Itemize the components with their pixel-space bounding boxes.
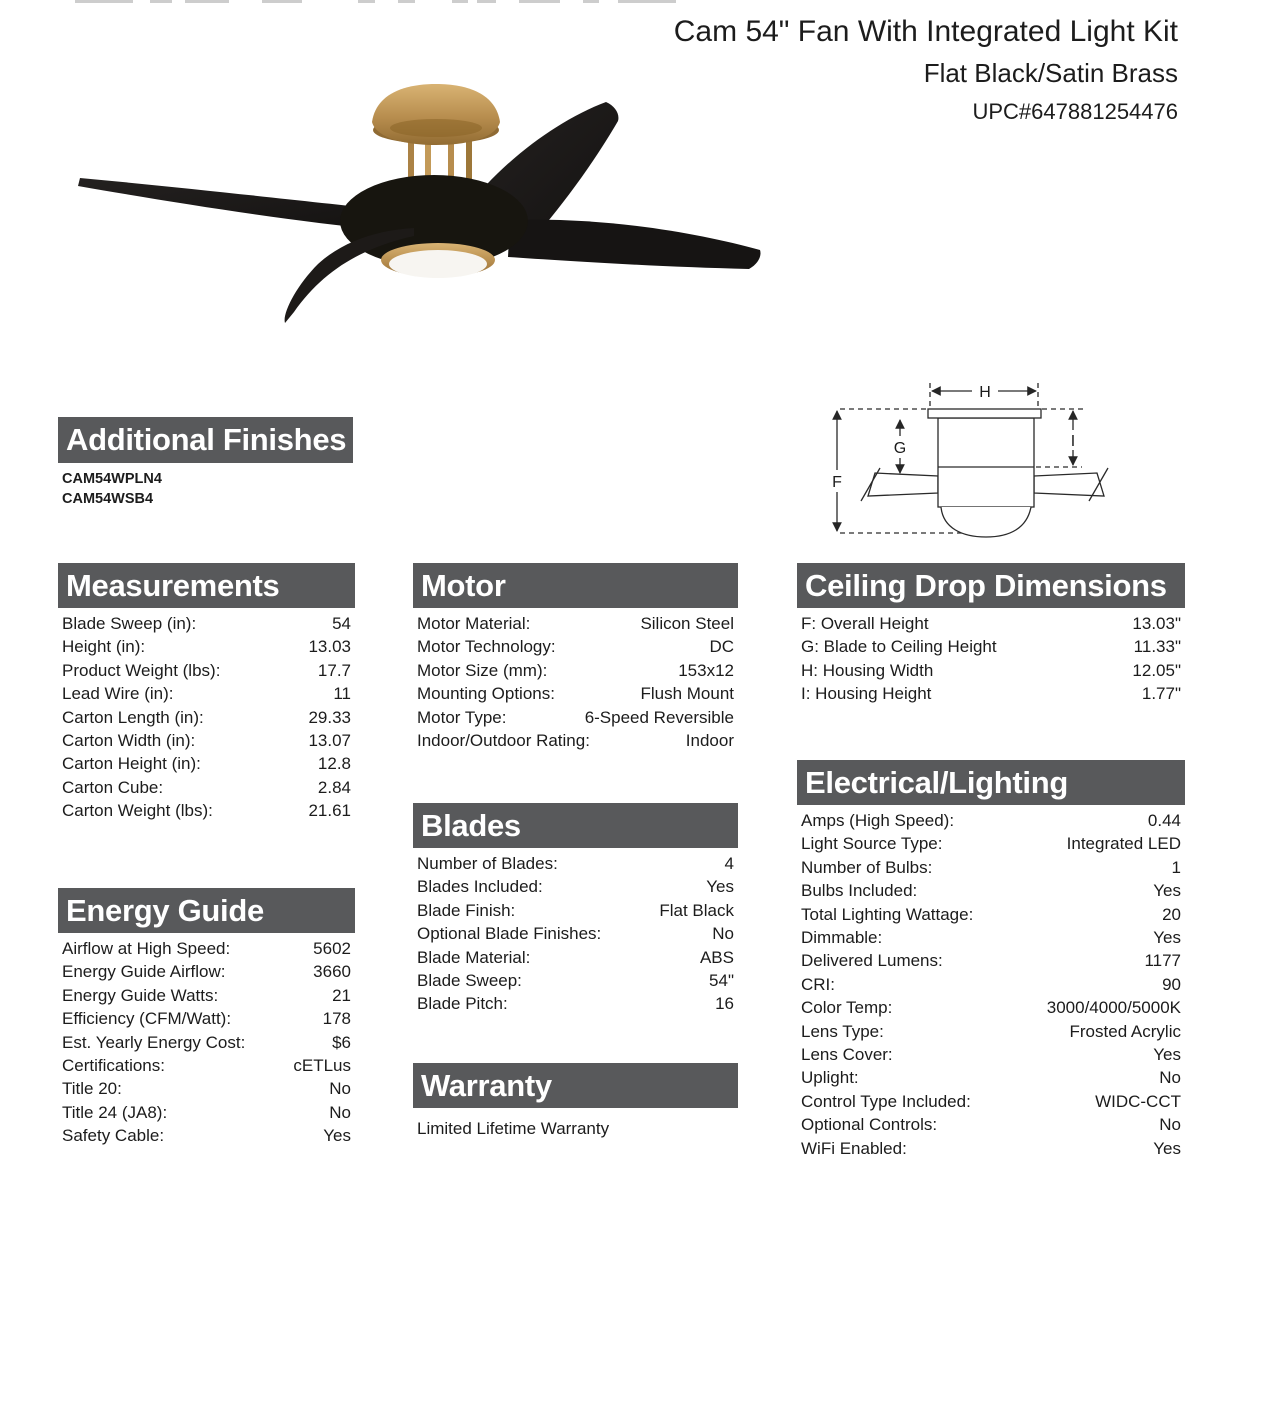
spec-row (58, 635, 355, 658)
spec-value: 20 (1162, 904, 1181, 924)
diagram-label-h: H (979, 384, 991, 401)
spec-row (797, 1113, 1185, 1136)
spec-value: 1 (1171, 857, 1181, 877)
spec-row (58, 937, 355, 960)
diagram-label-f: F (832, 474, 842, 491)
spec-label: Blade Pitch: (417, 994, 508, 1014)
spec-label: Energy Guide Airflow: (62, 962, 226, 982)
spec-label: Carton Width (in): (62, 731, 196, 751)
spec-label: Control Type Included: (801, 1091, 971, 1111)
spec-row (797, 926, 1185, 949)
spec-value: 12.8 (317, 754, 351, 774)
spec-value: 11.33" (1133, 637, 1181, 657)
section-measurements (58, 563, 355, 823)
spec-value: 1177 (1144, 951, 1181, 971)
spec-label: Carton Height (in): (62, 754, 201, 774)
spec-row (797, 809, 1185, 832)
spec-label: Delivered Lumens: (801, 951, 943, 971)
spec-label: Energy Guide Watts: (62, 985, 219, 1005)
section-header: Measurements (58, 563, 355, 608)
spec-row (797, 659, 1185, 682)
finish-code: CAM54WPLN4 (62, 471, 162, 487)
spec-value: No (329, 1102, 351, 1122)
spec-row (413, 992, 738, 1015)
spec-label: Lens Cover: (801, 1045, 893, 1065)
spec-value: 12.05" (1132, 660, 1181, 680)
section-header: Energy Guide (58, 888, 355, 933)
spec-row (413, 706, 738, 729)
spec-value: 6-Speed Reversible (584, 707, 734, 727)
spec-rows (797, 809, 1185, 1160)
spec-row (58, 1101, 355, 1124)
spec-value: 54 (332, 614, 351, 633)
spec-label: Product Weight (lbs): (62, 660, 221, 680)
section-motor (413, 563, 738, 752)
spec-label: H: Housing Width (801, 660, 934, 680)
spec-value: 21 (332, 985, 351, 1005)
spec-value: Indoor (685, 731, 734, 751)
spec-label: Carton Weight (lbs): (62, 801, 213, 821)
spec-value: 0.44 (1147, 811, 1181, 830)
warranty-text: Limited Lifetime Warranty (417, 1119, 610, 1138)
spec-row (797, 903, 1185, 926)
spec-value: 54" (709, 971, 734, 991)
spec-label: Light Source Type: (801, 834, 943, 854)
spec-value: No (329, 1079, 351, 1099)
spec-row (413, 729, 738, 752)
ceiling-fan-illustration (60, 60, 820, 380)
spec-value: 3000/4000/5000K (1046, 998, 1181, 1018)
spec-label: Total Lighting Wattage: (801, 904, 974, 924)
spec-row (58, 960, 355, 983)
spec-row (58, 776, 355, 799)
spec-rows (413, 852, 738, 1016)
spec-label: Dimmable: (801, 928, 883, 948)
spec-value: Silicon Steel (640, 614, 734, 633)
spec-value: 178 (322, 1009, 351, 1029)
spec-label: Number of Blades: (417, 854, 558, 873)
spec-row (797, 832, 1185, 855)
spec-rows (797, 612, 1185, 706)
spec-label: Bulbs Included: (801, 881, 918, 901)
spec-label: Number of Bulbs: (801, 857, 933, 877)
spec-label: Optional Controls: (801, 1115, 938, 1135)
spec-value: 1.77" (1141, 684, 1181, 704)
spec-label: Blade Sweep (in): (62, 614, 197, 633)
spec-value: $6 (332, 1032, 351, 1052)
spec-rows (58, 937, 355, 1148)
spec-row (797, 879, 1185, 902)
spec-row (58, 612, 355, 635)
spec-value: Yes (1153, 1138, 1181, 1158)
spec-row (413, 899, 738, 922)
spec-label: Carton Length (in): (62, 707, 204, 727)
section-additional-finishes (58, 417, 353, 509)
spec-value: 2.84 (317, 777, 351, 797)
spec-label: Motor Size (mm): (417, 660, 548, 680)
product-upc: UPC#647881254476 (972, 99, 1178, 124)
spec-value: 17.7 (317, 660, 351, 680)
spec-row (797, 1020, 1185, 1043)
spec-label: Safety Cable: (62, 1126, 165, 1146)
spec-value: 13.07 (308, 731, 351, 751)
spec-row (58, 984, 355, 1007)
spec-row (58, 799, 355, 822)
spec-value: 5602 (313, 939, 351, 958)
spec-label: Motor Material: (417, 614, 531, 633)
section-energy-guide (58, 888, 355, 1148)
section-header: Additional Finishes (58, 417, 353, 463)
spec-label: Mounting Options: (417, 684, 555, 704)
spec-row (797, 1066, 1185, 1089)
spec-row (58, 1031, 355, 1054)
section-blades (413, 803, 738, 1016)
ceiling-drop-diagram (820, 372, 1130, 562)
spec-row (797, 856, 1185, 879)
spec-value: 3660 (313, 962, 351, 982)
spec-row (58, 729, 355, 752)
spec-value: 11 (333, 684, 351, 704)
spec-value: WIDC-CCT (1095, 1091, 1181, 1111)
spec-value: Yes (706, 877, 734, 897)
spec-value: DC (709, 637, 734, 657)
spec-value: 153x12 (678, 660, 734, 680)
product-finish: Flat Black/Satin Brass (923, 58, 1178, 88)
spec-value: Flush Mount (640, 684, 734, 704)
spec-value: 90 (1162, 974, 1181, 994)
spec-label: Amps (High Speed): (801, 811, 955, 830)
spec-label: Blade Material: (417, 947, 531, 967)
spec-label: Indoor/Outdoor Rating: (417, 731, 590, 751)
spec-value: Yes (323, 1126, 351, 1146)
spec-row (413, 635, 738, 658)
spec-row (797, 1090, 1185, 1113)
spec-label: Lead Wire (in): (62, 684, 174, 704)
spec-row (413, 969, 738, 992)
spec-value: No (1159, 1068, 1181, 1088)
spec-label: Title 20: (62, 1079, 122, 1099)
spec-value: No (1159, 1115, 1181, 1135)
spec-row (58, 752, 355, 775)
diagram-label-i: I (1070, 433, 1076, 450)
spec-value: cETLus (293, 1056, 351, 1076)
spec-label: Motor Type: (417, 707, 507, 727)
spec-row (413, 682, 738, 705)
spec-label: CRI: (801, 974, 835, 994)
section-header: Motor (413, 563, 738, 608)
spec-value: No (712, 924, 734, 944)
spec-label: Est. Yearly Energy Cost: (62, 1032, 246, 1052)
spec-row (797, 996, 1185, 1019)
spec-row (797, 1043, 1185, 1066)
fan-blade-right (508, 220, 761, 269)
spec-row (58, 1007, 355, 1030)
section-warranty (413, 1063, 738, 1140)
spec-row (413, 612, 738, 635)
spec-value: Frosted Acrylic (1069, 1021, 1181, 1041)
spec-label: Airflow at High Speed: (62, 939, 231, 958)
spec-label: F: Overall Height (801, 614, 929, 633)
spec-row (413, 875, 738, 898)
spec-value: Integrated LED (1066, 834, 1181, 854)
spec-value: ABS (699, 947, 734, 967)
spec-row (413, 659, 738, 682)
spec-row (797, 682, 1185, 705)
spec-row (58, 659, 355, 682)
spec-row (58, 1077, 355, 1100)
spec-row (797, 949, 1185, 972)
spec-rows (58, 612, 355, 823)
spec-row (58, 706, 355, 729)
diagram-label-g: G (893, 440, 907, 457)
spec-row (58, 1124, 355, 1147)
spec-value: 13.03 (308, 637, 351, 657)
section-header: Warranty (413, 1063, 738, 1108)
spec-label: Color Temp: (801, 998, 893, 1018)
spec-value: Yes (1153, 1045, 1181, 1065)
product-title: Cam 54" Fan With Integrated Light Kit (673, 15, 1178, 48)
spec-row (413, 852, 738, 875)
spec-value: Flat Black (659, 900, 734, 920)
spec-label: Blades Included: (417, 877, 543, 897)
section-header: Electrical/Lighting (797, 760, 1185, 805)
spec-row (797, 1137, 1185, 1160)
spec-label: Efficiency (CFM/Watt): (62, 1009, 232, 1029)
spec-row (797, 635, 1185, 658)
spec-label: Blade Finish: (417, 900, 516, 920)
section-header: Blades (413, 803, 738, 848)
section-header: Ceiling Drop Dimensions (797, 563, 1185, 608)
spec-value: Yes (1153, 881, 1181, 901)
spec-row (413, 922, 738, 945)
spec-label: Optional Blade Finishes: (417, 924, 602, 944)
spec-row (58, 682, 355, 705)
spec-label: Lens Type: (801, 1021, 884, 1041)
spec-label: Carton Cube: (62, 777, 164, 797)
spec-value: Yes (1153, 928, 1181, 948)
spec-label: G: Blade to Ceiling Height (801, 637, 997, 657)
finish-code-list (58, 470, 353, 509)
spec-label: Certifications: (62, 1056, 165, 1076)
spec-value: 29.33 (308, 707, 351, 727)
spec-label: I: Housing Height (801, 684, 932, 704)
spec-row (58, 1054, 355, 1077)
spec-row (797, 973, 1185, 996)
spec-row (797, 612, 1185, 635)
spec-value: 21.61 (308, 801, 351, 821)
spec-label: Title 24 (JA8): (62, 1102, 168, 1122)
spec-row (413, 946, 738, 969)
spec-rows (413, 612, 738, 752)
spec-label: Height (in): (62, 637, 146, 657)
spec-label: Blade Sweep: (417, 971, 522, 991)
product-image (60, 60, 820, 380)
spec-value: 16 (715, 994, 734, 1014)
spec-label: WiFi Enabled: (801, 1138, 907, 1158)
spec-value: 13.03" (1132, 614, 1181, 633)
finish-code: CAM54WSB4 (62, 490, 154, 507)
spec-value: 4 (724, 854, 734, 873)
section-ceiling-drop (797, 563, 1185, 706)
spec-label: Uplight: (801, 1068, 859, 1088)
spec-label: Motor Technology: (417, 637, 556, 657)
section-electrical (797, 760, 1185, 1160)
